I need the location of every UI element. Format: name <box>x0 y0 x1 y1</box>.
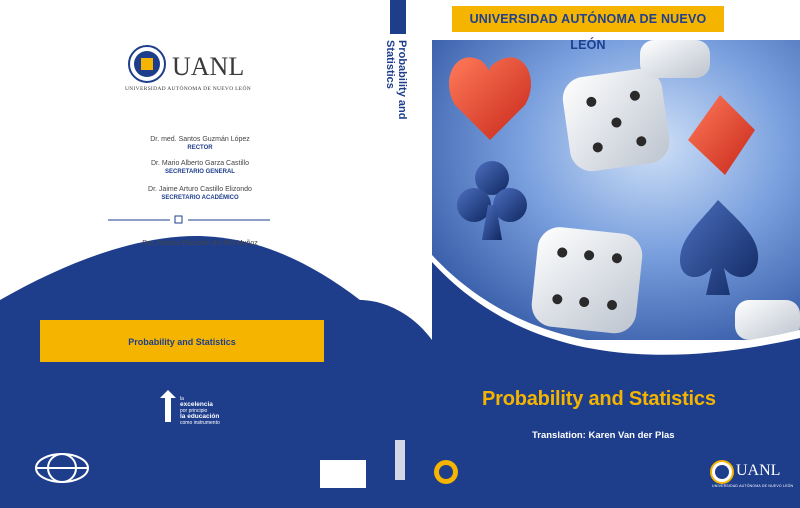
staff-role: SECRETARIO ACADÉMICO <box>161 195 239 201</box>
gold-seal-front <box>434 460 458 484</box>
spine-publisher-mark <box>395 440 405 480</box>
director-role-line2: DEL NIVEL MEDIO SUPERIOR <box>157 257 243 263</box>
director-name: Dra. Sandra Elizabeth del Río Muñoz <box>142 240 258 247</box>
slogan-line: por principio <box>180 408 208 414</box>
director-role-line1: DIRECTORA DEL SISTEMA DE ESTUDIOS <box>140 249 260 255</box>
back-uanl-subtitle: UNIVERSIDAD AUTÓNOMA DE NUEVO LEÓN <box>125 86 251 92</box>
slogan-line: la educación <box>180 413 220 420</box>
die-bottom <box>530 225 645 335</box>
staff-name: Dr. Mario Alberto Garza Castillo <box>150 160 250 167</box>
director-block <box>90 240 310 264</box>
university-banner: UNIVERSIDAD AUTÓNOMA DE NUEVO LEÓN <box>452 6 724 32</box>
spine-top-tab <box>390 0 406 34</box>
staff-member-3 <box>90 186 310 202</box>
front-uanl-subtitle: UNIVERSIDAD AUTÓNOMA DE NUEVO LEÓN <box>712 484 794 488</box>
slogan-line: excelencia <box>180 401 213 408</box>
front-uanl-wordmark: UANL <box>736 462 781 479</box>
excellence-slogan <box>180 396 220 426</box>
die-partial-top <box>640 40 710 78</box>
front-book-title: Probability and Statistics <box>482 388 716 410</box>
spine-title: Probability and Statistics <box>384 40 408 120</box>
die-top <box>560 66 672 174</box>
slogan-line: la <box>180 396 184 402</box>
slogan-line: como instrumento <box>180 420 220 426</box>
uanl-seal-front <box>711 461 733 483</box>
staff-name: Dr. med. Santos Guzmán López <box>150 136 250 143</box>
staff-role: RECTOR <box>187 145 213 151</box>
staff-member-2 <box>90 160 310 176</box>
staff-member-1 <box>90 136 310 152</box>
barcode-box <box>320 460 366 488</box>
staff-name: Dr. Jaime Arturo Castillo Elizondo <box>148 186 252 193</box>
back-uanl-wordmark: UANL <box>172 52 245 81</box>
back-book-title: Probability and Statistics <box>128 337 236 347</box>
translator-credit: Translation: Karen Van der Plas <box>532 430 675 441</box>
staff-role: SECRETARIO GENERAL <box>165 169 235 175</box>
uanl-seal-back <box>129 46 165 82</box>
